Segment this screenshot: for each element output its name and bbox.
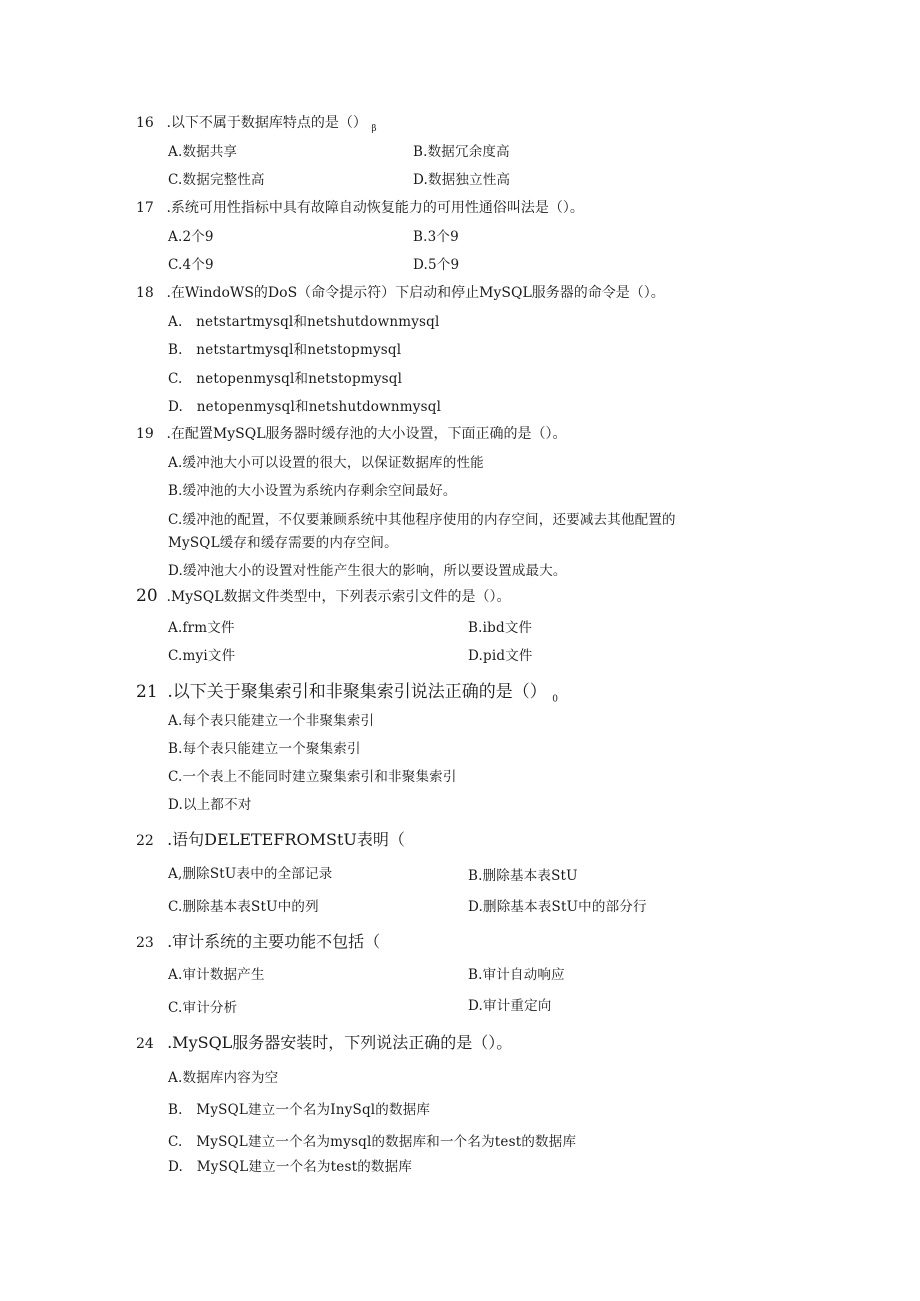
option-c: C. MySQL建立一个名为mysql的数据库和一个名为test的数据库	[168, 1134, 577, 1150]
option-b: B. netstartmysql和netstopmysql	[168, 342, 402, 358]
question-21	[136, 677, 558, 704]
question-number: 20	[136, 586, 158, 606]
question-number: 19	[136, 426, 154, 442]
question-number: 24	[136, 1036, 154, 1052]
question-number: 21	[136, 682, 158, 702]
question-text: .在WindoWS的DoS（命令提示符）下启动和停止MySQL服务器的命令是（）。	[166, 285, 665, 301]
option-b: B.缓冲池的大小设置为系统内存剩余空间最好。	[168, 483, 457, 499]
question-text: .以下不属于数据库特点的是（）	[166, 115, 367, 131]
question-number: 16	[136, 115, 154, 131]
question-number: 22	[136, 833, 154, 849]
option-a: A,删除StU表中的全部记录	[168, 866, 333, 882]
option-c: C.审计分析	[168, 1000, 238, 1016]
question-19	[136, 423, 567, 443]
option-b: B.审计自动响应	[468, 967, 565, 983]
option-b: B.数据冗余度高	[413, 144, 510, 160]
option-a: A.frm文件	[168, 620, 235, 636]
question-text: .MySQL服务器安装时，下列说法正确的是（）。	[167, 1033, 513, 1052]
option-d: D.数据独立性高	[413, 172, 511, 188]
option-b: B.3个9	[413, 229, 459, 245]
question-17	[136, 197, 584, 217]
option-c: C.一个表上不能同时建立聚集索引和非聚集索引	[168, 769, 457, 785]
question-text: .以下关于聚集索引和非聚集索引说法正确的是（）	[167, 682, 547, 702]
option-c: C.缓冲池的配置，不仅要兼顾系统中其他程序使用的内存空间，还要减去其他配置的	[168, 512, 676, 528]
option-c-continued: MySQL缓存和缓存需要的内存空间。	[168, 535, 398, 551]
question-number: 23	[136, 935, 154, 951]
option-c: C. netopenmysql和netstopmysql	[168, 371, 403, 387]
option-b: B. MySQL建立一个名为InySql的数据库	[168, 1102, 431, 1118]
option-a: A.缓冲池大小可以设置的很大，以保证数据库的性能	[168, 455, 484, 471]
question-23	[136, 929, 380, 952]
option-a: A.每个表只能建立一个非聚集索引	[168, 713, 375, 729]
option-b: B.删除基本表StU	[468, 868, 578, 884]
option-d: D.以上都不对	[168, 797, 252, 813]
option-a: A. netstartmysql和netshutdownmysql	[168, 314, 440, 330]
question-24	[136, 1030, 512, 1053]
question-text: .MySQL数据文件类型中，下列表示索引文件的是（）。	[166, 589, 511, 605]
option-b: B.ibd文件	[468, 620, 533, 636]
question-suffix: 0	[552, 694, 558, 705]
option-d: D. MySQL建立一个名为test的数据库	[168, 1159, 413, 1175]
option-c: C.myi文件	[168, 648, 236, 664]
option-a: A.2个9	[168, 229, 214, 245]
option-d: D.pid文件	[468, 648, 533, 664]
question-text: .在配置MySQL服务器时缓存池的大小设置，下面正确的是（）。	[166, 426, 567, 442]
option-a: A.数据库内容为空	[168, 1070, 279, 1086]
option-c: C.数据完整性高	[168, 172, 265, 188]
question-16	[136, 112, 377, 134]
question-text: .系统可用性指标中具有故障自动恢复能力的可用性通俗叫法是（）。	[166, 200, 584, 216]
question-22	[136, 827, 405, 850]
option-d: D.删除基本表StU中的部分行	[468, 899, 647, 915]
option-d: D.5个9	[413, 257, 460, 273]
question-number: 18	[136, 285, 154, 301]
option-c: C.4个9	[168, 257, 214, 273]
option-d: D.缓冲池大小的设置对性能产生很大的影响，所以要设置成最大。	[168, 563, 567, 579]
question-18	[136, 282, 665, 302]
option-d: D.审计重定向	[468, 998, 552, 1014]
question-text: .审计系统的主要功能不包括（	[167, 932, 381, 951]
option-c: C.删除基本表StU中的列	[168, 899, 319, 915]
question-suffix: β	[371, 123, 377, 134]
option-d: D. netopenmysql和netshutdownmysql	[168, 399, 442, 415]
option-a: A.审计数据产生	[168, 967, 265, 983]
option-a: A.数据共享	[168, 144, 238, 160]
question-20	[136, 586, 511, 606]
question-text: .语句DELETEFROMStU表明（	[167, 830, 405, 849]
option-b: B.每个表只能建立一个聚集索引	[168, 741, 361, 757]
question-number: 17	[136, 200, 154, 216]
